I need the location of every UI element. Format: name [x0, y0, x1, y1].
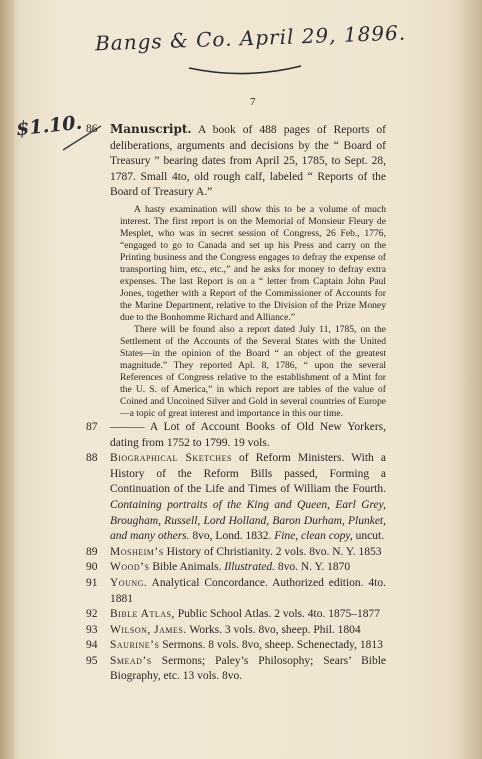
handwritten-price: $1.10.	[15, 111, 84, 141]
lot-tail-2: uncut.	[355, 530, 385, 543]
lot-italic: Containing portraits of the King and Queen, Earl Grey, Brougham, Russell, Lord Holland, Baron Durham, Plunket, and many others.	[110, 498, 386, 543]
list-item	[86, 607, 386, 623]
lot-description: Works. 3 vols. 8vo, sheep. Phil. 1804	[189, 623, 361, 636]
lot-description: of Reform Ministers. With a History of the Reform Bills passed, Forming a Continuation of the Life and Times of William the Fourth.	[110, 452, 386, 496]
lot-number: 86	[86, 123, 98, 135]
lot-heading: Wilson, James.	[110, 623, 187, 636]
lot-heading: Wood’s	[110, 561, 150, 574]
lot-heading: Smead’s	[110, 654, 152, 667]
lot-heading: ———	[110, 420, 145, 433]
handwritten-underline	[185, 58, 305, 80]
lot-description: History of Christianity. 2 vols. 8vo. N. Y. 1853	[166, 545, 382, 558]
lot-number: 95	[86, 654, 98, 667]
lot-heading: Biographical Sketches	[110, 452, 232, 465]
lot-number: 90	[86, 561, 98, 574]
list-item	[86, 623, 386, 639]
catalog-entries	[86, 122, 386, 685]
binding-edge	[0, 0, 14, 759]
lot-heading: Mosheim’s	[110, 545, 164, 558]
page-number: 7	[250, 96, 256, 108]
lot-notes	[120, 204, 386, 420]
lot-description: A Lot of Account Books of Old New Yorkers, dating from 1752 to 1799. 19 vols.	[110, 420, 386, 449]
list-item	[86, 638, 386, 654]
list-item	[86, 576, 386, 607]
lot-description: Sermons; Paley’s Philosophy; Sears’ Bible Biography, etc. 13 vols. 8vo.	[110, 654, 386, 683]
lot-number: 92	[86, 608, 98, 621]
list-item	[86, 122, 386, 420]
list-item	[86, 451, 386, 545]
note-paragraph: There will be found also a report dated July 11, 1785, on the Settlement of the Accounts of the Several States with the United States—in the opinion of the Board “ an object of the greatest magnitude.” They reported Apl. 8, 1786, “ upon the several References of Congress relative to the establishment of a Mint for the U. S. of America,” in which report are tables of the value of Coined and Uncoined Silver and Gold in several countries of Europe—a topic of great interest and importance in this our time.	[120, 323, 386, 419]
lot-number: 89	[86, 545, 98, 558]
lot-heading: Saurine’s	[110, 639, 160, 652]
lot-tail: 8vo. N. Y. 1870	[277, 561, 351, 574]
lot-description: Public School Atlas. 2 vols. 4to. 1875–1877	[177, 608, 380, 621]
lot-description: Sermons. 8 vols. 8vo, sheep. Schenectady, 1813	[162, 639, 383, 652]
lot-description: Bible Animals.	[152, 561, 222, 574]
list-item	[86, 654, 386, 685]
lot-italic-2: Fine, clean copy,	[274, 530, 353, 543]
lot-number: 91	[86, 576, 98, 589]
lot-number: 93	[86, 623, 98, 636]
lot-heading: Young.	[110, 576, 148, 589]
lot-number: 94	[86, 639, 98, 652]
lot-description: A book of 488 pages of Reports of deliberations, arguments and decisions by the “ Board of Treasury ” bearing dates from April 25, 1785, to Sept. 28, 1787. Small 4to, old rough calf, labeled “ Reports of the Board of Treasury A.”	[110, 124, 386, 199]
lot-heading: Manuscript.	[110, 122, 192, 136]
handwritten-note: Bangs & Co. April 29, 1896.	[94, 20, 407, 56]
lot-number: 88	[86, 452, 98, 465]
list-item	[86, 560, 386, 576]
list-item	[86, 420, 386, 451]
lot-number: 87	[86, 420, 98, 433]
lot-description: Analytical Concordance. Authorized edition. 4to. 1881	[110, 576, 386, 605]
list-item	[86, 545, 386, 561]
page-shadow	[452, 0, 482, 759]
lot-heading: Bible Atlas,	[110, 608, 175, 621]
note-paragraph: A hasty examination will show this to be a volume of much interest. The first report is on the Memorial of Monsieur Fleury de Mesplet, who was in secret session of Congress, 26 Feb., 1776, “engaged to go to Canada and set up his Press and carry on the Printing business and the Congress engages to defray the expense of transporting him, etc., etc.,” and he asks for money to defray extra expenses. The last Report is on a “ letter from Captain John Paul Jones, together with a Report of the Commissioner of Accounts for the Marine Department, relative to the Division of the Prize Money due to the Bonhomme Richard and Alliance.”	[120, 203, 386, 323]
lot-tail: 8vo, Lond. 1832.	[192, 530, 272, 543]
lot-italic: Illustrated.	[224, 561, 276, 574]
